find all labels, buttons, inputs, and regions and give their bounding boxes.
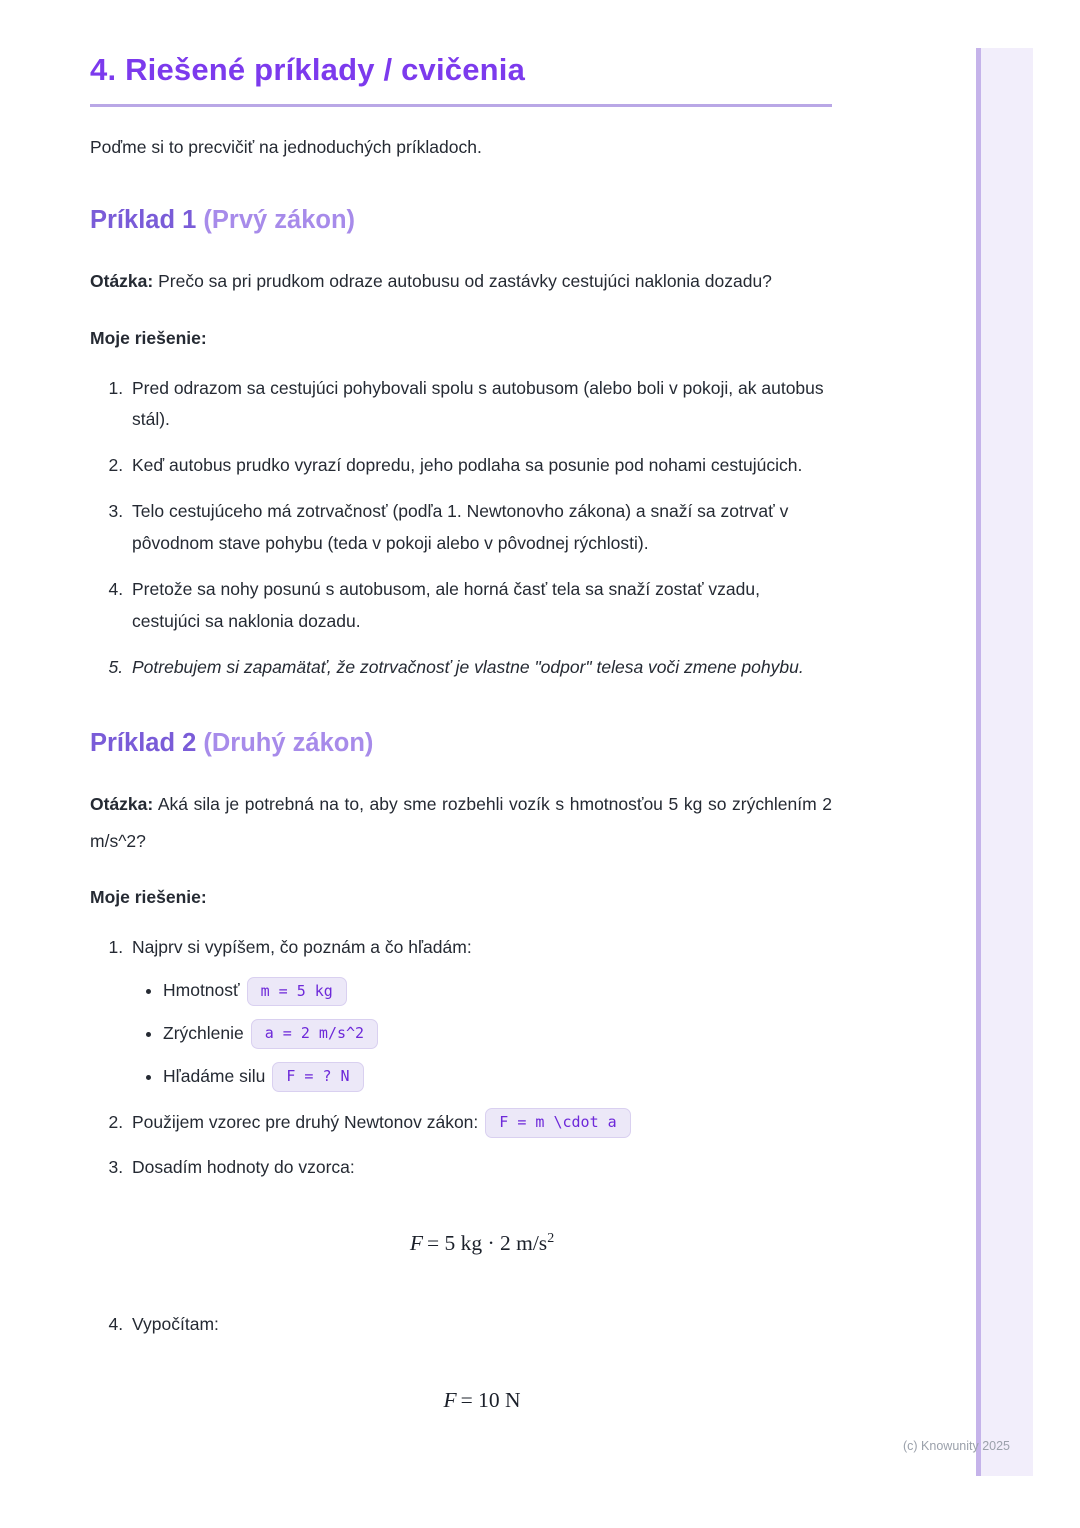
example2-steps-list bbox=[90, 932, 832, 1420]
example1-heading-main: Príklad 1 bbox=[90, 206, 197, 235]
code-chip-force: F = ? N bbox=[272, 1062, 363, 1092]
math-formula-substitution bbox=[132, 1224, 832, 1263]
example2-question-text: Aká sila je potrebná na to, aby sme rozbehli vozík s hmotnosťou 5 kg so zrýchlením 2 m/s^2? bbox=[90, 794, 832, 851]
known-label: Hmotnosť bbox=[163, 980, 240, 1001]
example1-question-label: Otázka: bbox=[90, 271, 154, 292]
math-formula-result bbox=[132, 1381, 832, 1420]
math-superscript: 2 bbox=[547, 1231, 555, 1247]
example2-question-label: Otázka: bbox=[90, 794, 154, 815]
example2-solution-label: Moje riešenie: bbox=[90, 887, 207, 908]
list-item: 3. Telo cestujúceho má zotrvačnosť (podľa 1. Newtonovho zákona) a snaží sa zotrvať v pôvodnom stave pohybu (teda v pokoji alebo v pôvodnej rýchlosti). bbox=[128, 496, 832, 560]
document-content bbox=[90, 0, 832, 1466]
known-label: Zrýchlenie bbox=[163, 1022, 244, 1043]
code-chip-acceleration: a = 2 m/s^2 bbox=[251, 1019, 378, 1049]
example2-question bbox=[90, 786, 832, 859]
example1-question bbox=[90, 263, 832, 299]
intro-paragraph: Poďme si to precvičiť na jednoduchých príkladoch. bbox=[90, 137, 482, 157]
math-expression: = 5 kg · 2 m/s bbox=[426, 1231, 548, 1256]
math-variable: F bbox=[409, 1231, 423, 1256]
list-item-note: 5. Potrebujem si zapamätať, že zotrvačnosť je vlastne "odpor" telesa voči zmene pohybu. bbox=[128, 652, 832, 684]
page-title: 4. Riešené príklady / cvičenia bbox=[90, 52, 526, 87]
list-item bbox=[128, 1309, 832, 1420]
list-item: 4. Pretože sa nohy posunú s autobusom, ale horná časť tela sa snaží zostať vzadu, cestujúci sa naklonia dozadu. bbox=[128, 574, 832, 638]
copyright-watermark: (c) Knowunity 2025 bbox=[903, 1439, 1011, 1453]
example1-heading-sub: (Prvý zákon) bbox=[196, 206, 356, 235]
step4-text: Vypočítam: bbox=[132, 1314, 219, 1335]
example2-heading bbox=[90, 729, 832, 758]
example2-heading-sub: (Druhý zákon) bbox=[196, 729, 374, 758]
list-item bbox=[128, 932, 832, 1092]
page-side-panel bbox=[981, 48, 1033, 1476]
known-label: Hľadáme silu bbox=[163, 1065, 266, 1086]
knowns-list bbox=[132, 975, 832, 1093]
title-divider bbox=[90, 104, 832, 107]
code-chip-mass: m = 5 kg bbox=[247, 977, 347, 1007]
step1-text: Najprv si vypíšem, čo poznám a čo hľadám: bbox=[132, 937, 472, 958]
math-variable: F bbox=[443, 1388, 457, 1413]
example1-question-text: Prečo sa pri prudkom odraze autobusu od zastávky cestujúci naklonia dozadu? bbox=[153, 271, 772, 292]
list-item: 2. Keď autobus prudko vyrazí dopredu, jeho podlaha sa posunie pod nohami cestujúcich. bbox=[128, 450, 832, 482]
math-expression: = 10 N bbox=[460, 1388, 521, 1413]
list-item bbox=[163, 1061, 832, 1093]
list-item: 1. Pred odrazom sa cestujúci pohybovali spolu s autobusom (alebo boli v pokoji, ak autobus stál). bbox=[128, 373, 832, 437]
example1-solution-label: Moje riešenie: bbox=[90, 327, 207, 348]
example1-steps-list bbox=[90, 373, 832, 684]
list-item bbox=[128, 1152, 832, 1263]
list-item bbox=[163, 1018, 832, 1050]
list-item bbox=[128, 1107, 832, 1139]
example1-heading bbox=[90, 206, 832, 235]
list-item bbox=[163, 975, 832, 1007]
step3-text: Dosadím hodnoty do vzorca: bbox=[132, 1157, 355, 1178]
example2-heading-main: Príklad 2 bbox=[90, 729, 197, 758]
code-chip-formula: F = m \cdot a bbox=[485, 1108, 630, 1138]
step2-text: Použijem vzorec pre druhý Newtonov zákon: bbox=[132, 1111, 479, 1132]
